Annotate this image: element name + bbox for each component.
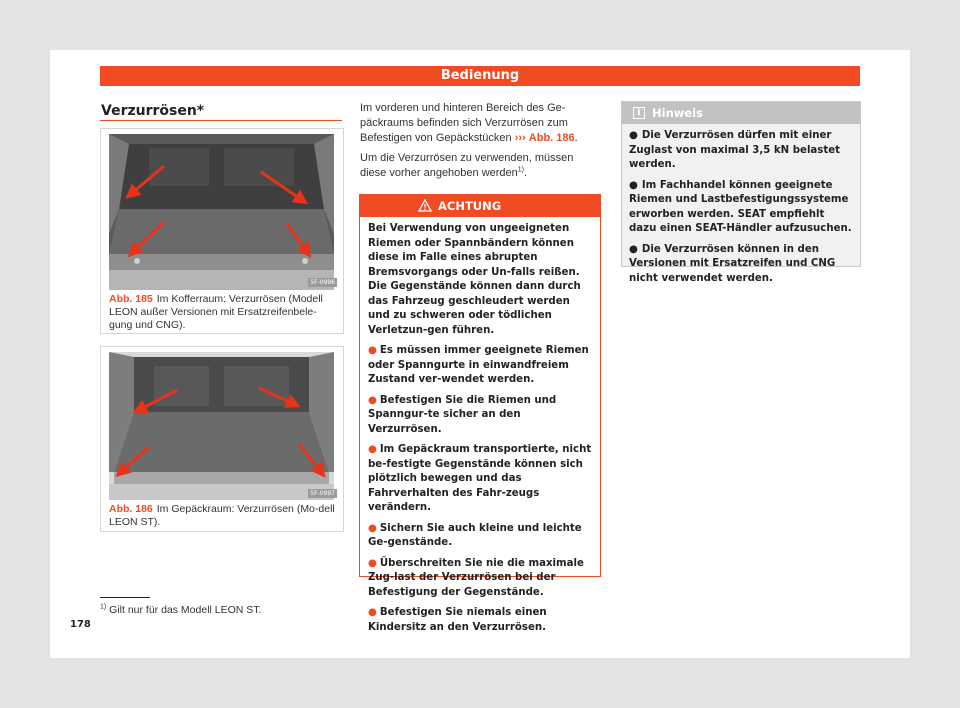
warning-item-text: Es müssen immer geeignete Riemen oder Spanngurte in einwandfreiem Zustand ver-wendet werden.	[368, 345, 589, 385]
warning-body	[368, 222, 594, 641]
header-title: Bedienung	[440, 68, 520, 83]
warning-item-text: Im Gepäckraum transportierte, nicht be-festigte Gegenstände können sich plötzlich bewegen und das Fahrverhalten des Fahr-zeugs verändern.	[368, 444, 592, 513]
footnote-marker: 1)	[517, 166, 525, 174]
trunk-photo-leon-st	[109, 352, 334, 500]
warning-item	[368, 344, 594, 388]
bullet: ●	[629, 179, 638, 191]
bullet: ●	[629, 243, 638, 255]
warning-item-text: Überschreiten Sie nie die maximale Zug-last der Verzurrösen bei der Befestigung der Gegenstände.	[368, 557, 584, 598]
warning-box	[359, 194, 601, 633]
note-item	[629, 129, 855, 173]
warning-item	[368, 557, 594, 601]
warning-item	[368, 522, 594, 551]
bullet: ●	[368, 444, 377, 455]
warning-triangle-icon	[418, 199, 432, 212]
note-box	[621, 101, 861, 284]
figure-186	[100, 346, 344, 532]
info-icon: i	[633, 107, 645, 119]
warning-title: ACHTUNG	[438, 199, 502, 213]
note-header	[622, 102, 860, 124]
intro-period: .	[574, 132, 578, 144]
warning-header	[360, 195, 600, 217]
figure-caption-text: Im Gepäckraum: Verzurrösen (Mo-dell LEON ST).	[109, 503, 335, 528]
bullet: ●	[629, 130, 638, 141]
figure-caption-text: Im Kofferraum: Verzurrösen (Modell LEON außer Versionen mit Ersatzreifenbele-gung und CNG).	[109, 293, 323, 331]
note-body	[629, 129, 855, 292]
note-item	[629, 243, 855, 287]
usage-text: Um die Verzurrösen zu verwenden, müssen diese vorher angehoben werden	[360, 152, 574, 179]
warning-item	[368, 394, 594, 438]
title-rule	[100, 120, 342, 121]
note-item-text: Die Verzurrösen dürfen mit einer Zuglast von maximal 3,5 kN belastet werden.	[629, 130, 841, 170]
warning-item-text: Befestigen Sie niemals einen Kindersitz an den Verzurrösen.	[368, 607, 547, 633]
bullet: ●	[368, 345, 377, 356]
figure-reference-arrows: ›››	[514, 132, 526, 144]
intro-paragraph	[360, 101, 600, 146]
note-item-text: Im Fachhandel können geeignete Riemen und Lastbefestigungssysteme erworben werden. SEAT empfiehlt dazu einen SEAT-Händler aufzusuchen.	[629, 179, 852, 234]
figure-code: 5F-0997	[310, 490, 335, 497]
figure-label: Abb. 185	[109, 293, 153, 305]
warning-item	[368, 443, 594, 516]
figure-reference-link[interactable]: Abb. 186	[528, 132, 575, 144]
warning-item-text: Befestigen Sie die Riemen und Spanngur-te sicher an den Verzurrösen.	[368, 394, 557, 435]
bullet: ●	[368, 607, 377, 618]
note-title: Hinweis	[652, 106, 703, 120]
bullet: ●	[368, 394, 377, 406]
warning-intro: Bei Verwendung von ungeeigneten Riemen oder Spannbändern können diese im Falle eines abrupten Bremsvorgangs oder Un-falls reißen. Die Gegenstände können dann durch das Fahrzeug geschleudert werden und zu schweren oder tödlichen Verletzun-gen führen.	[368, 223, 581, 336]
section-title: Verzurrösen*	[101, 103, 205, 119]
warning-item	[368, 606, 594, 635]
footnote	[100, 604, 261, 616]
bullet: ●	[368, 557, 377, 569]
trunk-photo-leon	[109, 134, 334, 290]
usage-period: .	[524, 167, 528, 179]
footnote-text: Gilt nur für das Modell LEON ST.	[109, 604, 262, 616]
usage-paragraph	[360, 151, 600, 181]
figure-label: Abb. 186	[109, 503, 153, 515]
figure-caption	[109, 503, 337, 529]
figure-185	[100, 128, 344, 334]
page-header	[100, 66, 860, 86]
bullet: ●	[368, 522, 377, 534]
page-number: 178	[70, 619, 91, 630]
figure-code: 5F-0996	[310, 279, 335, 286]
intro-text: Im vorderen und hinteren Bereich des Ge-päckraums befinden sich Verzurrösen zum Befestigen von Gepäckstücken	[360, 102, 568, 144]
footnote-marker: 1)	[100, 603, 107, 611]
figure-caption	[109, 293, 337, 332]
footnote-rule	[100, 597, 150, 598]
note-item	[629, 179, 855, 237]
warning-item-text: Sichern Sie auch kleine und leichte Ge-genstände.	[368, 522, 582, 548]
note-item-text: Die Verzurrösen können in den Versionen mit Ersatzreifen und CNG nicht verwendet werden.	[629, 243, 836, 284]
